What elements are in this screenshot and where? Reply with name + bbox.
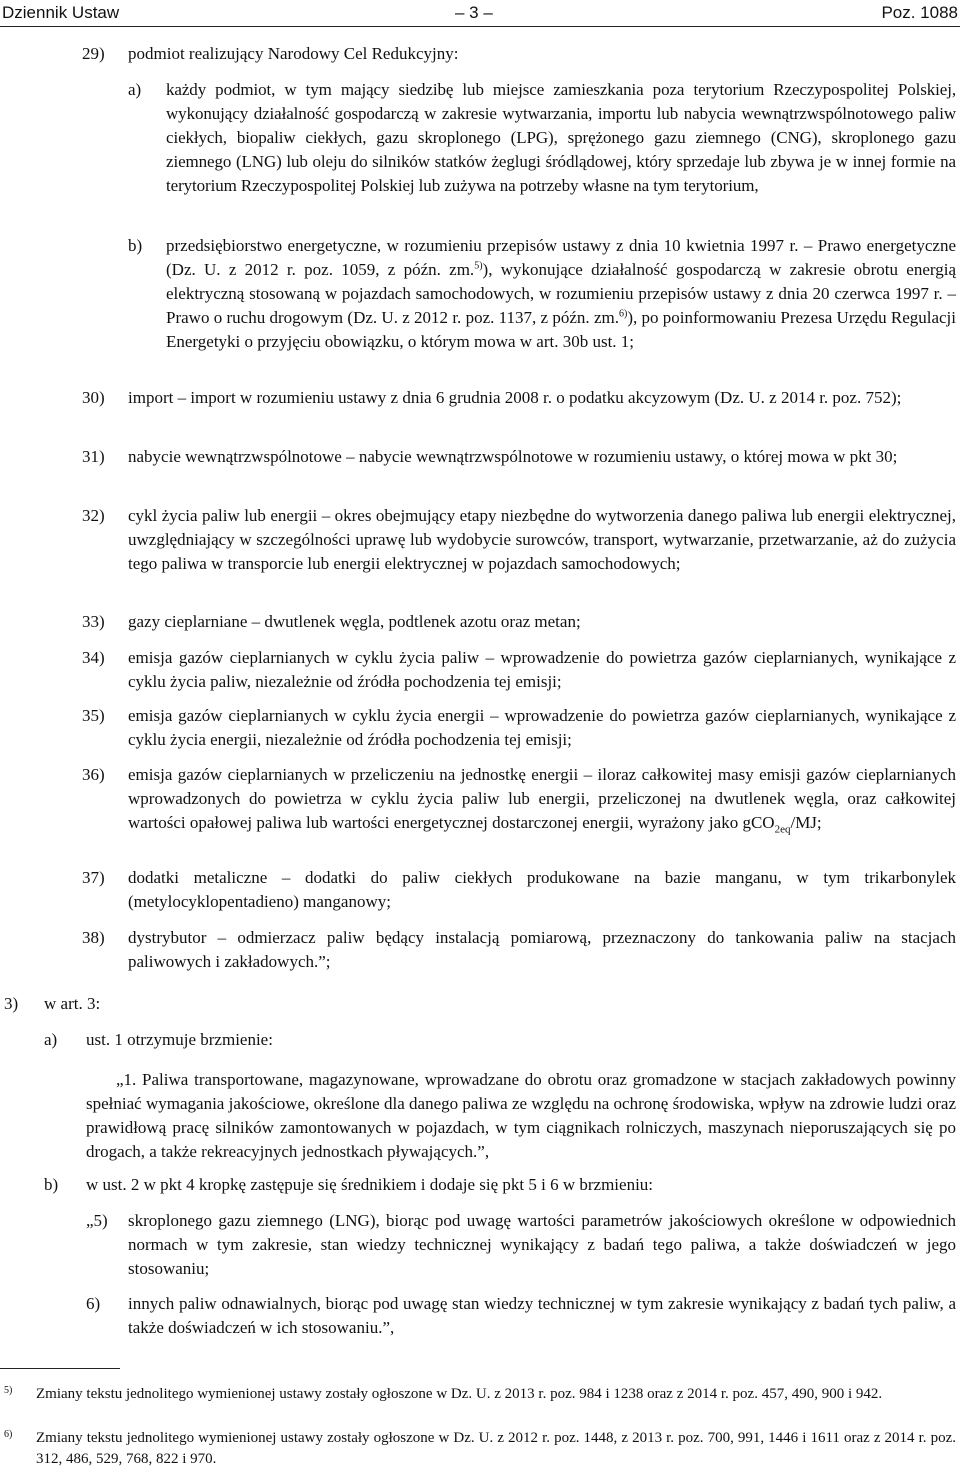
- quoted-paragraph-1: „1. Paliwa transportowane, magazynowane, wprowadzane do obrotu oraz gromadzone w stacjach zakładowych powinny spełniać wymagania jakościowe, określone dla danego paliwa ze względu na ochronę środowiska, wpływ na zdrowie ludzi oraz prawidłową pracę silników zamontowanych w pojazdach, w tym ciągnikach rolniczych, maszynach nieporuszających się po drogach, a także rekreacyjnych jednostkach pływających.”,: [86, 1070, 956, 1161]
- item-34-number: 34): [82, 648, 105, 667]
- item-29-number: 29): [82, 44, 105, 63]
- amendment-3a-text: ust. 1 otrzymuje brzmienie:: [86, 1030, 273, 1049]
- quoted-item-6-number: 6): [86, 1294, 101, 1313]
- footnote-5-number: 5): [4, 1385, 13, 1396]
- item-38-text: dystrybutor – odmierzacz paliw będący instalacją pomiarową, przeznaczony do tankowania paliw na stacjach paliwowych i zakładowych.”;: [128, 928, 956, 971]
- item-29a-text: każdy podmiot, w tym mający siedzibę lub miejsce zamieszkania poza terytorium Rzeczypospolitej Polskiej, wykonujący działalność gospodarczą w zakresie wytwarzania, importu lub nabycia wewnątrzwspólnotowego paliw ciekłych, biopaliw ciekłych, gazu skroplonego (LPG), sprężonego gazu ziemnego (CNG), skroplonego gazu ziemnego (LNG) lub oleju do silników statków żeglugi śródlądowej, który sprzedaje lub zbywa je w innej formie na terytorium Rzeczypospolitej Polskiej lub zużywa na potrzeby własne na tym terytorium,: [166, 80, 956, 195]
- footnote-ref-6: 6): [618, 308, 628, 320]
- item-34-text: emisja gazów cieplarnianych w cyklu życia paliw – wprowadzenie do powietrza gazów cieplarnianych, wynikające z cyklu życia paliw, niezależnie od źródła pochodzenia tej emisji;: [128, 648, 956, 691]
- journal-title: Dziennik Ustaw: [2, 3, 120, 22]
- page-header: [0, 0, 960, 27]
- quoted-item-5-text: skroplonego gazu ziemnego (LNG), biorąc pod uwagę wartości parametrów jakościowych określone w odpowiednich normach w tym zakresie, stan wiedzy technicznej wynikający z badań tego paliwa, a także doświadczeń w jego stosowaniu;: [128, 1211, 956, 1278]
- page-number: – 3 –: [455, 3, 493, 22]
- quoted-item-6-text: innych paliw odnawialnych, biorąc pod uwagę stan wiedzy technicznej w tym zakresie wynikający z badań tych paliw, a także doświadczeń w ich stosowaniu.”,: [128, 1294, 956, 1337]
- item-30-text: import – import w rozumieniu ustawy z dnia 6 grudnia 2008 r. o podatku akcyzowym (Dz. U. z 2014 r. poz. 752);: [128, 388, 902, 407]
- item-37-number: 37): [82, 868, 105, 887]
- item-32-number: 32): [82, 506, 105, 525]
- item-33-text: gazy cieplarniane – dwutlenek węgla, podtlenek azotu oraz metan;: [128, 612, 581, 631]
- footnote-ref-5: 5): [474, 260, 483, 272]
- item-33-number: 33): [82, 612, 105, 631]
- item-36-text: emisja gazów cieplarnianych w przeliczeniu na jednostkę energii – iloraz całkowitej masy emisji gazów cieplarnianych wprowadzonych do powietrza w cyklu życia paliw lub energii, przeliczonej na dwutlenek węgla, oraz całkowitej wartości opałowej paliwa lub wartości energetycznej dostarczonej energii, wyrażony jako gCO$_{2eq}$/MJ;: [128, 765, 956, 836]
- item-29-text: podmiot realizujący Narodowy Cel Redukcyjny:: [128, 44, 459, 63]
- item-37-text: dodatki metaliczne – dodatki do paliw ciekłych produkowane na bazie manganu, w tym trikarbonylek (metylocyklopentadieno) manganowy;: [128, 868, 956, 911]
- item-38-number: 38): [82, 928, 105, 947]
- item-29b-text: przedsiębiorstwo energetyczne, w rozumieniu przepisów ustawy z dnia 10 kwietnia 1997 r. – Prawo energetyczne (Dz. U. z 2012 r. poz. 1059, z późn. zm.$^{5)}$), wykonujące działalność gospodarczą w zakresie obrotu energią elektryczną stosowaną w pojazdach samochodowych, w rozumieniu przepisów ustawy z dnia 20 czerwca 1997 r. – Prawo o ruchu drogowym (Dz. U. z 2012 r. poz. 1137, z późn. zm.$^{6)}$), po poinformowaniu Prezesa Urzędu Regulacji Energetyki o przyjęciu obowiązku, o którym mowa w art. 30b ust. 1;: [166, 236, 957, 351]
- footnote-6-number: 6): [4, 1429, 13, 1440]
- item-29a-letter: a): [128, 80, 142, 99]
- quoted-item-5-number: „5): [86, 1211, 108, 1230]
- footnote-separator: [0, 1368, 120, 1369]
- item-31-number: 31): [82, 447, 105, 466]
- item-31-text: nabycie wewnątrzwspólnotowe – nabycie wewnątrzwspólnotowe w rozumieniu ustawy, o której mowa w pkt 30;: [128, 447, 898, 466]
- item-30-number: 30): [82, 388, 105, 407]
- item-32-text: cykl życia paliw lub energii – okres obejmujący etapy niezbędne do wytworzenia danego paliwa lub energii elektrycznej, uwzględniający w szczególności uprawę lub wydobycie surowców, transport, wytwarzanie, przetwarzanie, aż do zużycia tego paliwa w transporcie lub energii elektrycznej w pojazdach samochodowych;: [128, 506, 956, 573]
- position-number: Poz. 1088: [881, 3, 958, 22]
- amendment-3b-letter: b): [44, 1175, 59, 1194]
- item-36-number: 36): [82, 765, 105, 784]
- amendment-3-number: 3): [4, 994, 19, 1013]
- item-35-number: 35): [82, 706, 105, 725]
- item-29b-letter: b): [128, 236, 143, 255]
- footnote-5-text: Zmiany tekstu jednolitego wymienionej ustawy zostały ogłoszone w Dz. U. z 2013 r. poz. 984 i 1238 oraz z 2014 r. poz. 457, 490, 900 i 942.: [36, 1386, 883, 1402]
- amendment-3-text: w art. 3:: [44, 994, 101, 1013]
- footnote-6-text: Zmiany tekstu jednolitego wymienionej ustawy zostały ogłoszone w Dz. U. z 2012 r. poz. 1448, z 2013 r. poz. 700, 991, 1446 i 1611 oraz z 2014 r. poz. 312, 486, 529, 768, 822 i 970.: [36, 1430, 956, 1467]
- amendment-3b-text: w ust. 2 w pkt 4 kropkę zastępuje się średnikiem i dodaje się pkt 5 i 6 w brzmieniu:: [86, 1175, 654, 1194]
- item-35-text: emisja gazów cieplarnianych w cyklu życia energii – wprowadzenie do powietrza gazów cieplarnianych, wynikające z cyklu życia energii, niezależnie od źródła pochodzenia tej emisji;: [128, 706, 956, 749]
- amendment-3a-letter: a): [44, 1030, 58, 1049]
